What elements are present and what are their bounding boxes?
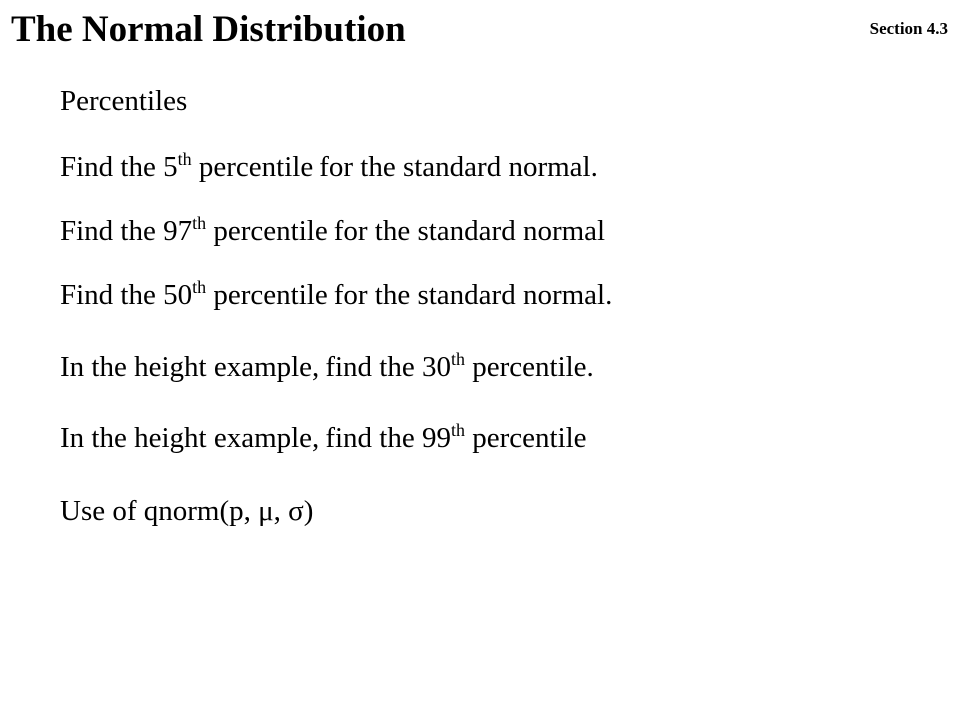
item-superscript: th: [450, 349, 465, 369]
qnorm-line: Use of qnorm(p, μ, σ): [60, 495, 314, 527]
section-label: Section 4.3: [869, 19, 948, 38]
item-text: percentile: [464, 422, 587, 454]
item-superscript: th: [450, 420, 465, 440]
item-text: percentile: [191, 151, 314, 183]
item-text: percentile.: [464, 351, 594, 383]
item-97th-percentile: [60, 214, 605, 249]
item-text: for the standard normal.: [319, 151, 598, 183]
item-height-30th: [60, 350, 594, 385]
item-text: percentile: [206, 279, 328, 311]
item-height-99th: [60, 421, 587, 456]
item-text: find the 99: [325, 422, 451, 454]
item-text: Find the 5: [60, 151, 178, 183]
item-text: for the standard normal.: [333, 279, 613, 311]
percentiles-heading: Percentiles: [60, 85, 188, 117]
item-text: In the height example,: [60, 422, 320, 454]
item-text: find the 30: [325, 351, 451, 383]
item-superscript: th: [177, 149, 192, 169]
item-text: Find the 97: [60, 215, 193, 247]
item-superscript: th: [192, 277, 207, 297]
item-50th-percentile: [60, 278, 612, 313]
slide-title: The Normal Distribution: [11, 9, 406, 50]
item-text: percentile: [206, 215, 328, 247]
item-5th-percentile: [60, 150, 598, 185]
item-superscript: th: [192, 213, 207, 233]
item-text: Find the 50: [60, 279, 193, 311]
item-text: In the height example,: [60, 351, 320, 383]
item-text: for the standard normal: [333, 215, 606, 247]
